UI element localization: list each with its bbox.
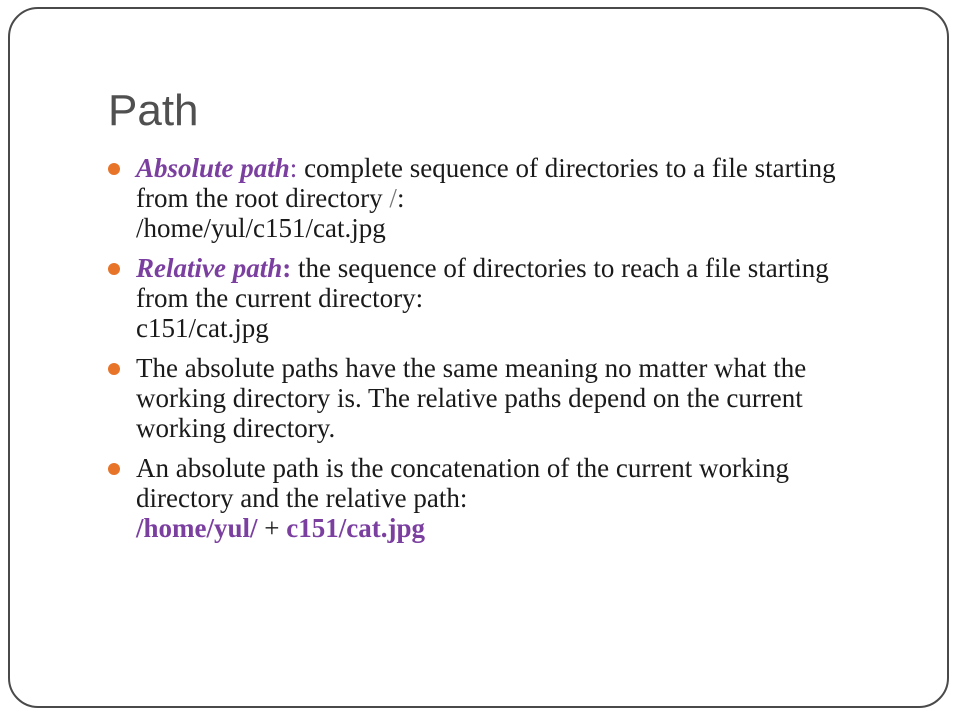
absolute-path-example: /home/yul/c151/cat.jpg <box>136 213 386 243</box>
bullet-dot-icon <box>108 263 120 275</box>
plus-sign: + <box>257 513 287 543</box>
bullet-path-meaning <box>108 353 868 443</box>
bullet-dot-icon <box>108 163 120 175</box>
bullet-text: the sequence of directories to reach a file starting from the current directory: <box>136 253 829 313</box>
bullet-text: An absolute path is the concatenation of the current working directory and the relative path: <box>136 453 790 513</box>
cwd-example: /home/yul/ <box>136 513 258 543</box>
relative-path-example: c151/cat.jpg <box>136 313 269 343</box>
bullet-text-colon: : <box>396 183 405 213</box>
slide-content <box>108 153 868 553</box>
bullet-concatenation <box>108 453 868 543</box>
bullet-text: The absolute paths have the same meaning no matter what the working directory is. The relative paths depend on the current working directory. <box>136 353 807 443</box>
bullet-dot-icon <box>108 363 120 375</box>
slide-title: Path <box>108 86 199 135</box>
root-slash: / <box>389 183 397 213</box>
bullet-text: complete sequence of directories to a file starting from the root directory <box>136 153 836 213</box>
relative-example: c151/cat.jpg <box>286 513 425 543</box>
bullet-absolute-path <box>108 153 868 243</box>
term-relative-path: Relative path <box>136 253 283 283</box>
term-separator: : <box>282 253 292 283</box>
bullet-relative-path <box>108 253 868 343</box>
bullet-dot-icon <box>108 463 120 475</box>
term-absolute-path: Absolute path <box>136 153 290 183</box>
term-separator: : <box>289 153 298 183</box>
